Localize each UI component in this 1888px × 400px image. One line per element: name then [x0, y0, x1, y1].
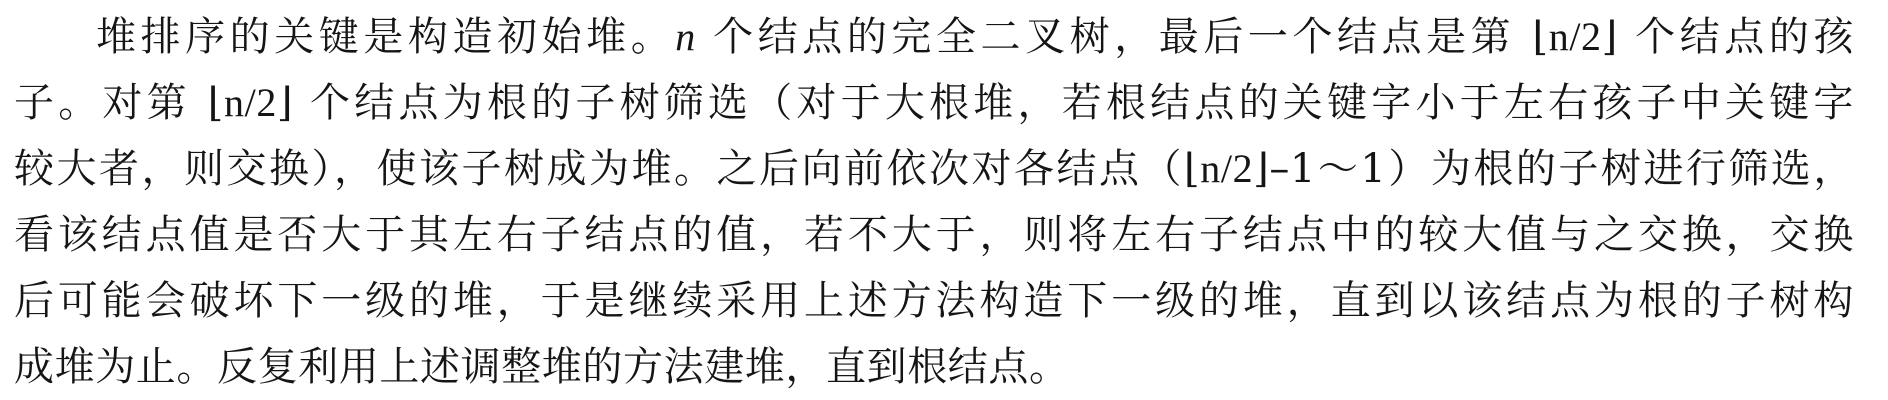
text-line-3 [14, 136, 1854, 202]
variable-n: n [675, 14, 696, 59]
line1-text-b: 个结点的完全二叉树，最后一个结点是第 [695, 14, 1533, 60]
text-line-1 [14, 4, 1854, 70]
text-line-4 [14, 202, 1854, 268]
text-line-2 [14, 70, 1854, 136]
line6-text: 成堆为止。反复利用上述调整堆的方法建堆，直到根结点。 [14, 344, 1070, 390]
floor-n-over-2-expression: ⌊n/2⌋ [207, 80, 294, 125]
line2-text-b: 个结点为根的子树筛选（对于大根堆，若根结点的关键字小于左右孩子中关键字 [293, 80, 1854, 126]
floor-n-over-2-expression: ⌊n/2⌋ [1532, 14, 1618, 59]
text-line-6 [14, 334, 1854, 400]
line5-text: 后可能会破坏下一级的堆，于是继续采用上述方法构造下一级的堆，直到以该结点为根的子树构 [14, 278, 1854, 324]
heap-sort-paragraph [14, 4, 1854, 400]
text-line-5 [14, 268, 1854, 334]
floor-n-over-2-expression: ⌊n/2⌋ [1184, 146, 1270, 191]
line3-text-a: 较大者，则交换），使该子树成为堆。之后向前依次对各结点（ [14, 146, 1185, 192]
line1-text-a: 堆排序的关键是构造初始堆。 [96, 14, 676, 60]
line2-text-a: 子。对第 [14, 80, 208, 126]
line1-text-c: 个结点的孩 [1617, 14, 1854, 60]
line3-text-b: –1～1）为根的子树进行筛选， [1269, 146, 1854, 192]
line4-text: 看该结点值是否大于其左右子结点的值，若不大于，则将左右子结点中的较大值与之交换，交换 [14, 212, 1854, 258]
